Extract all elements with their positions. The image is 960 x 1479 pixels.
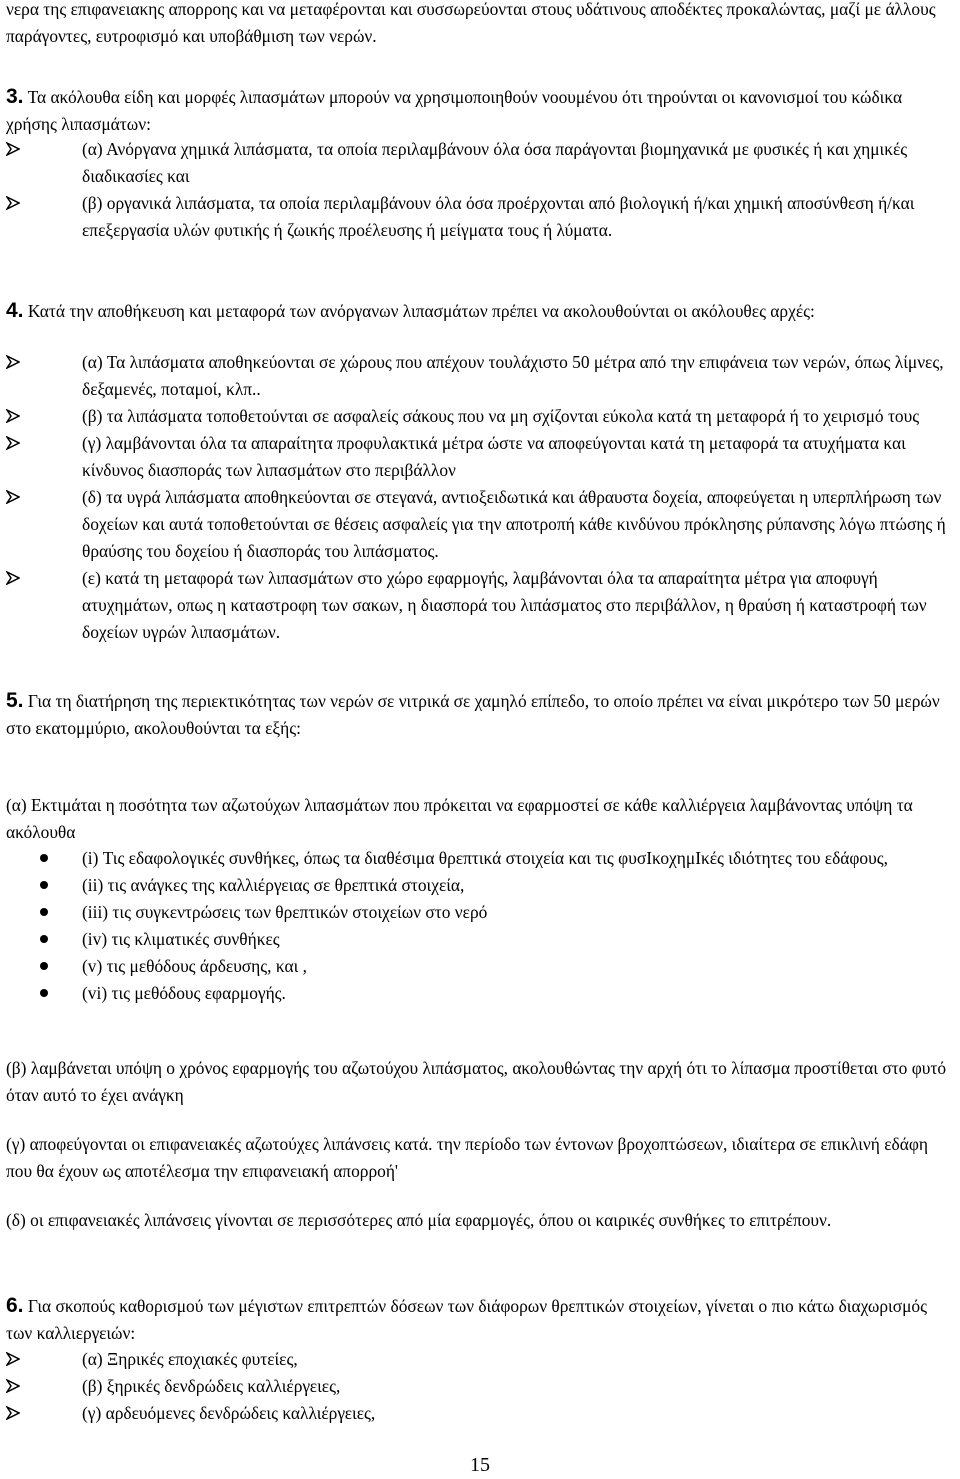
list-item: (ii) τις ανάγκες της καλλιέργειας σε θρεπτικά στοιχεία, [6,872,956,899]
bullet-dot-icon [40,935,48,943]
arrow-bullet-icon [6,142,20,156]
section-5-text: Για τη διατήρηση της περιεκτικότητας των νερών σε νιτρικά σε χαμηλό επίπεδο, το οποίο πρέπει να είναι μικρότερο των 50 μερών στο εκατομμύριο, ακολουθούνται τα εξής: [6,691,940,738]
arrow-bullet-icon [6,409,20,423]
arrow-bullet-icon [6,1406,20,1420]
section-5-para-a: (α) Εκτιμάται η ποσότητα των αζωτούχων λιπασμάτων που πρόκειται να εφαρμοστεί σε κάθε καλλιέργεια λαμβάνοντας υπόψη τα ακόλουθα [6,795,913,842]
list-item: (γ) λαμβάνονται όλα τα απαραίτητα προφυλακτικά μέτρα ώστε να αποφεύγονται κατά τη μεταφορά τα ατυχήματα και κίνδυνος διασποράς των λιπασμάτων στο περιβάλλον [6,430,956,484]
bullet-dot-icon [40,908,48,916]
list-item: (α) Ανόργανα χημικά λιπάσματα, τα οποία περιλαμβάνουν όλα όσα παράγονται βιομηχανικά με φυσικές ή και χημικές διαδικασίες και [6,136,956,190]
section-5-bullets [6,845,956,1007]
section-5-lead [6,687,956,742]
arrow-bullet-icon [6,571,20,585]
page-number: 15 [470,1454,490,1476]
section-5-para-c: (γ) αποφεύγονται οι επιφανειακές αζωτούχες λιπάνσεις κατά. την περίοδο των έντονων βροχοπτώσεων, ιδιαίτερα σε επικλινή εδάφη που θα έχουν ως αποτέλεσμα την επιφανειακή απορροή' [6,1134,928,1181]
bullet-dot-icon [40,854,48,862]
list-item: (α) Τα λιπάσματα αποθηκεύονται σε χώρους που απέχουν τουλάχιστο 50 μέτρα από την επιφάνεια των νερών, όπως λίμνες, δεξαμενές, ποταμοί, κλπ.. [6,349,956,403]
list-item: (β) ξηρικές δενδρώδεις καλλιέργειες, [6,1373,956,1400]
section-6-text: Για σκοπούς καθορισμού των μέγιστων επιτρεπτών δόσεων των διάφορων θρεπτικών στοιχείων, γίνεται ο πιο κάτω διαχωρισμός των καλλιεργειών: [6,1296,927,1343]
list-item: (v) τις μεθόδους άρδευσης, και , [6,953,956,980]
section-4-lead [6,297,956,325]
section-3-text: Τα ακόλουθα είδη και μορφές λιπασμάτων μπορούν να χρησιμοποιηθούν νοουμένου ότι τηρούνται οι κανονισμοί του κώδικα χρήσης λιπασμάτων: [6,87,903,134]
list-item: (i) Τις εδαφολογικές συνθήκες, όπως τα διαθέσιμα θρεπτικά στοιχεία και τις φυσΙκοχημΙκές ιδιότητες του εδάφους, [6,845,956,872]
list-item: (δ) τα υγρά λιπάσματα αποθηκεύονται σε στεγανά, αντιοξειδωτικά και άθραυστα δοχεία, αποφεύγεται η υπερπλήρωση των δοχείων και αυτά τοποθετούνται σε θέσεις ασφαλείς για την αποτροπή κάθε κινδύνου πρόκλησης ρύπανσης λόγω πτώσης ή θραύσης του δοχείου ή διασποράς του λιπάσματος. [6,484,956,565]
arrow-bullet-icon [6,1379,20,1393]
arrow-bullet-icon [6,436,20,450]
section-4-text: Κατά την αποθήκευση και μεταφορά των ανόργανων λιπασμάτων πρέπει να ακολουθούνται οι ακόλουθες αρχές: [27,301,815,321]
bullet-dot-icon [40,989,48,997]
section-6-number: 6. [6,1294,24,1317]
section-5-para-b: (β) λαμβάνεται υπόψη ο χρόνος εφαρμογής του αζωτούχου λιπάσματος, ακολουθώντας την αρχή ότι το λίπασμα προστίθεται στο φυτό όταν αυτό το έχει ανάγκη [6,1058,947,1105]
list-item: (vi) τις μεθόδους εφαρμογής. [6,980,956,1007]
list-item: (γ) αρδευόμενες δενδρώδεις καλλιέργειες, [6,1400,956,1427]
bullet-dot-icon [40,881,48,889]
section-6-list [6,1346,956,1427]
section-6-lead [6,1292,956,1347]
section-3-number: 3. [6,85,24,108]
bullet-dot-icon [40,962,48,970]
section-5-number: 5. [6,689,24,712]
list-item: (ε) κατά τη μεταφορά των λιπασμάτων στο χώρο εφαρμογής, λαμβάνονται όλα τα απαραίτητα μέτρα για αποφυγή ατυχημάτων, οπως η καταστροφη των σακων, η διασπορά του λιπάσματος στο περιβάλλον, η θραύση ή καταστροφή των δοχείων υγρών λιπασμάτων. [6,565,956,646]
section-4-number: 4. [6,299,24,322]
section-3-lead [6,83,956,138]
arrow-bullet-icon [6,196,20,210]
section-3-list [6,136,956,244]
arrow-bullet-icon [6,1352,20,1366]
list-item: (β) τα λιπάσματα τοποθετούνται σε ασφαλείς σάκους που να μη σχίζονται εύκολα κατά τη μεταφορά ή το χειρισμό τους [6,403,956,430]
section-4-list [6,349,956,646]
arrow-bullet-icon [6,355,20,369]
list-item: (iv) τις κλιματικές συνθήκες [6,926,956,953]
list-item: (iii) τις συγκεντρώσεις των θρεπτικών στοιχείων στο νερό [6,899,956,926]
arrow-bullet-icon [6,490,20,504]
section-5-para-d: (δ) οι επιφανειακές λιπάνσεις γίνονται σε περισσότερες από μία εφαρμογές, όπου οι καιρικές συνθήκες το επιτρέπουν. [6,1210,832,1230]
intro-paragraph: νερα της επιφανειακης απορροης και να μεταφέρονται και συσσωρεύονται στους υδάτινους αποδέκτες προκαλώντας, μαζί με άλλους παράγοντες, ευτροφισμό και υποβάθμιση των νερών. [6,0,936,46]
list-item: (α) Ξηρικές εποχιακές φυτείες, [6,1346,956,1373]
list-item: (β) οργανικά λιπάσματα, τα οποία περιλαμβάνουν όλα όσα προέρχονται από βιολογική ή/και χημική αποσύνθεση ή/και επεξεργασία υλών φυτικής ή ζωικής προέλευσης ή μείγματα τους ή λύματα. [6,190,956,244]
